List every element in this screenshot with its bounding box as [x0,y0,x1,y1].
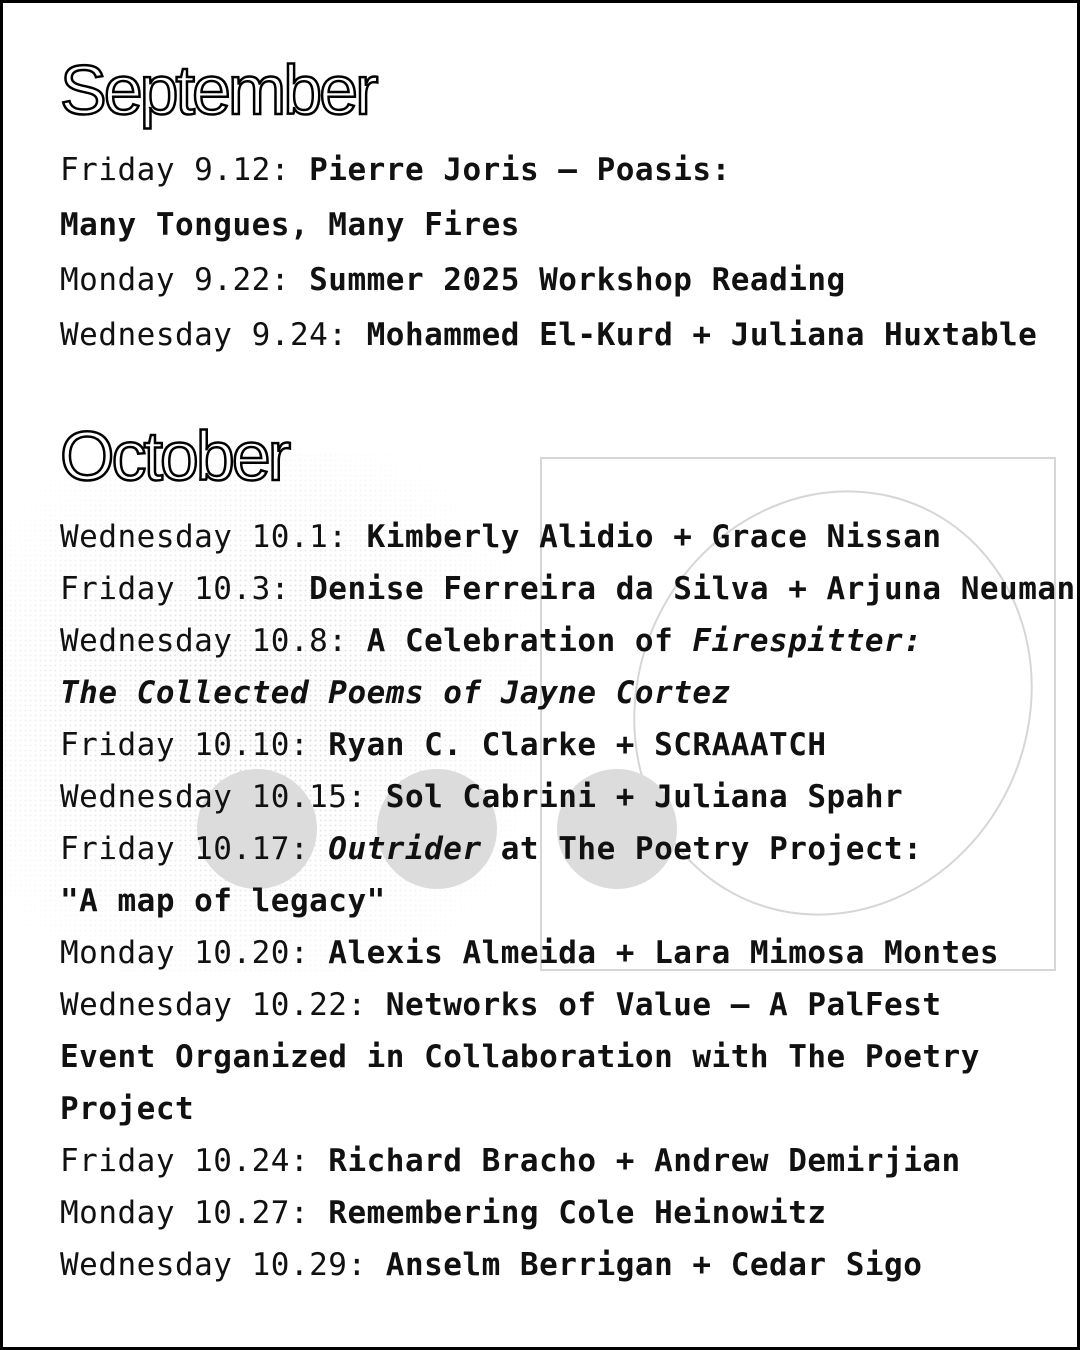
event-date: Wednesday 10.29: [60,1247,386,1283]
event-date: Friday 10.17: [60,831,329,867]
event-item [60,143,1037,198]
event-title: Many Tongues, Many Fires [60,207,520,243]
event-item [60,771,1076,823]
event-item [60,1187,1076,1239]
event-item-continued [60,1031,1076,1083]
october-events [60,511,1076,1291]
event-title: at The Poetry Project: [481,831,923,867]
event-item [60,927,1076,979]
event-date: Friday 9.12: [60,152,310,188]
event-title: Richard Bracho + Andrew Demirjian [328,1143,961,1179]
event-title: Denise Ferreira da Silva + Arjuna Neuman [309,571,1076,607]
event-date: Wednesday 10.22: [60,987,386,1023]
event-title: Kimberly Alidio + Grace Nissan [366,519,942,555]
event-item [60,823,1076,875]
event-title: Remembering Cole Heinowitz [328,1195,827,1231]
event-date: Monday 10.27: [60,1195,329,1231]
event-title: Alexis Almeida + Lara Mimosa Montes [328,935,1000,971]
september-heading: September [60,51,376,129]
event-item [60,615,1076,667]
event-date: Monday 10.20: [60,935,329,971]
event-title: Sol Cabrini + Juliana Spahr [385,779,904,815]
event-item [60,563,1076,615]
event-date: Friday 10.24: [60,1143,329,1179]
event-item [60,253,1037,308]
event-title: "A map of legacy" [60,883,386,919]
event-item [60,1239,1076,1291]
event-title-italic: The Collected Poems of Jayne Cortez [60,675,731,711]
event-item-continued [60,198,1037,253]
event-title: Mohammed El-Kurd + Juliana Huxtable [366,317,1038,353]
event-title: Project [60,1091,195,1127]
event-title: A Celebration of [366,623,693,659]
event-title: Summer 2025 Workshop Reading [309,262,846,298]
event-item [60,979,1076,1031]
event-title: Pierre Joris – Poasis: [309,152,731,188]
event-item [60,511,1076,563]
event-date: Wednesday 10.8: [60,623,367,659]
event-date: Friday 10.10: [60,727,329,763]
event-title: Anselm Berrigan + Cedar Sigo [385,1247,923,1283]
event-item [60,308,1037,363]
october-heading: October [60,417,288,495]
event-item [60,719,1076,771]
event-date: Wednesday 9.24: [60,317,367,353]
september-events [60,143,1037,363]
event-date: Monday 9.22: [60,262,310,298]
event-item-continued [60,667,1076,719]
event-date: Wednesday 10.15: [60,779,386,815]
event-title: Ryan C. Clarke + SCRAAATCH [328,727,827,763]
event-title: Event Organized in Collaboration with The Poetry [60,1039,980,1075]
event-item [60,1135,1076,1187]
event-title: Networks of Value – A PalFest [385,987,942,1023]
event-date: Friday 10.3: [60,571,310,607]
event-title-italic: Outrider [328,831,482,867]
event-date: Wednesday 10.1: [60,519,367,555]
event-title-italic: Firespitter: [692,623,923,659]
event-item-continued [60,875,1076,927]
event-item-continued [60,1083,1076,1135]
